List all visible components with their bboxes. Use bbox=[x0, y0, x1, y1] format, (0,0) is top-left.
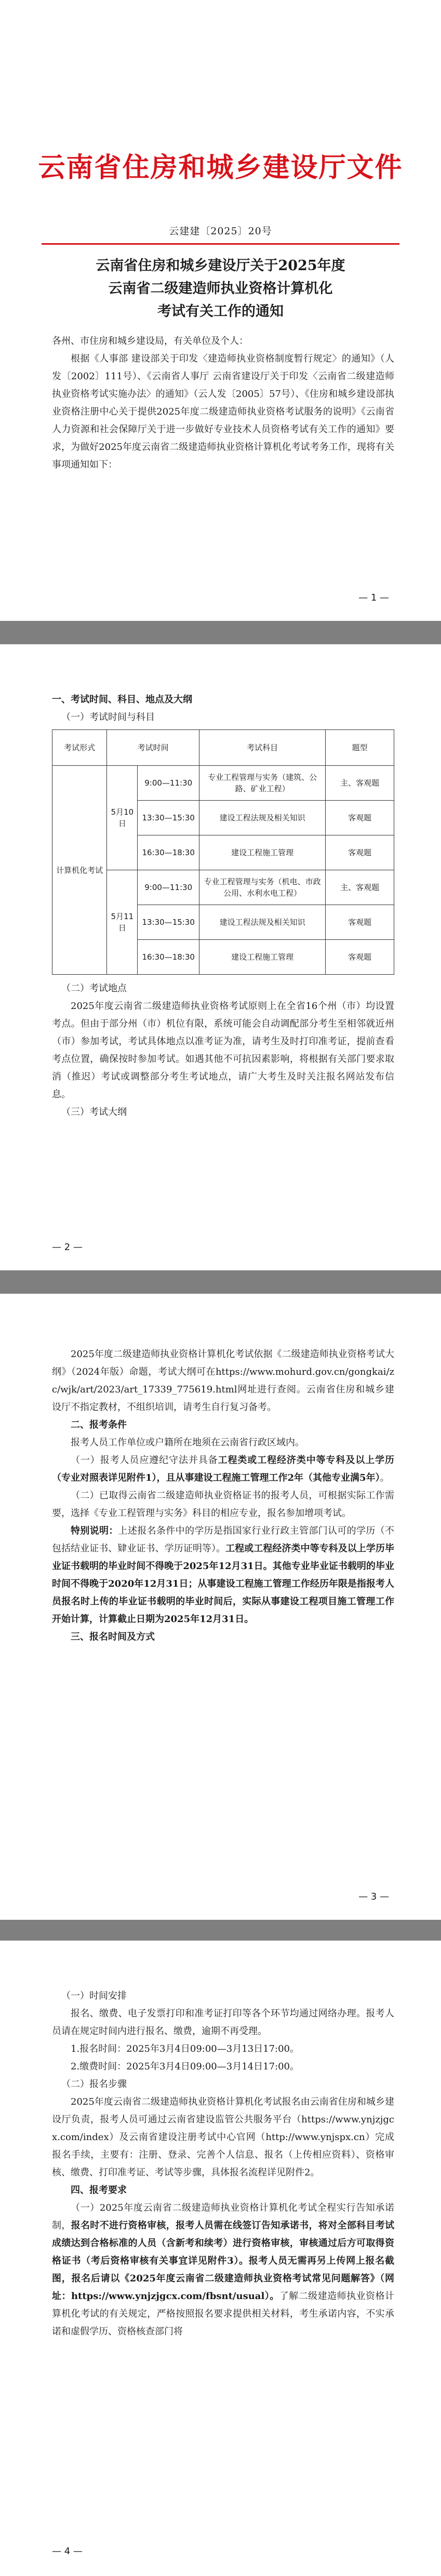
cell-time: 9:00—11:30 bbox=[138, 870, 199, 905]
header-question-type: 题型 bbox=[326, 730, 394, 766]
cell-type: 客观题 bbox=[326, 940, 394, 975]
special-note-label: 特别说明： bbox=[71, 1525, 118, 1536]
header-exam-form: 考试形式 bbox=[52, 730, 107, 766]
condition-1-end: 。 bbox=[380, 1472, 390, 1483]
cell-time: 13:30—15:30 bbox=[138, 905, 199, 940]
cell-time: 16:30—18:30 bbox=[138, 835, 199, 870]
document-number: 云建建〔2025〕20号 bbox=[169, 225, 272, 237]
cell-type: 主、客观题 bbox=[326, 870, 394, 905]
registration-time: 1.报名时间：2025年3月4日09:00—3月13日17:00。 bbox=[71, 2043, 299, 2054]
title-line-3: 考试有关工作的通知 bbox=[157, 303, 284, 320]
cell-time: 16:30—18:30 bbox=[138, 940, 199, 975]
requirements-text-2: 了解二级建造师执业资格计算机化考试的有关规定，严格按照报名要求提供相关材料，考生承诺内容，不实承诺和虚假学历、资格核查部门将 bbox=[52, 2291, 394, 2337]
cell-time: 13:30—15:30 bbox=[138, 801, 199, 835]
cell-type: 客观题 bbox=[326, 835, 394, 870]
cell-type: 客观题 bbox=[326, 905, 394, 940]
special-note-bold: 工程或工程经济类中等专科及以上学历毕业证书载明的毕业时间不得晚于2025年12月31日。其他专业毕业证书载明的毕业时间不得晚于2020年12月31日；从事建设工程施工管理工作经历年限是指报考人员报名时上传的毕业证书载明的毕业时间后，实际从事建设工程项目施工管理工作开始计算，计算截止日期为2025年12月31日。 bbox=[52, 1543, 395, 1625]
cell-time: 9:00—11:30 bbox=[138, 766, 199, 801]
cell-subject: 专业工程管理与实务（建筑、公路、矿业工程） bbox=[199, 766, 325, 801]
subheading-schedule: （一）时间安排 bbox=[61, 1990, 127, 2001]
syllabus-paragraph: 2025年度二级建造师执业资格计算机化考试依据《二级建造师执业资格考试大纲》（2024年版）命题，考试大纲可在https://www.mohurd.gov.cn/gongkai/zc/wjk/art/2023/art_17339_775619.html网址进行查阅。云南省住房和城乡建设厅不指定教材，不组织培训，请考生自行复习备考。 bbox=[52, 1349, 394, 1413]
table-row bbox=[52, 766, 394, 801]
subheading-steps: （二）报名步骤 bbox=[61, 2079, 127, 2090]
condition-1-bold: 工程类或工程经济类中等专科及以上学历（专业对照表详见附件1），且从事建设工程施工管理工作2年（其他专业满5年） bbox=[52, 1455, 394, 1483]
conditions-intro: 报考人员工作单位或户籍所在地须在云南省行政区域内。 bbox=[71, 1437, 304, 1448]
cell-subject: 专业工程管理与实务（机电、市政公用、水利水电工程） bbox=[199, 870, 325, 905]
subheading-syllabus: （三）考试大纲 bbox=[61, 1107, 127, 1118]
notice-title bbox=[42, 255, 399, 323]
title-line-2: 云南省二级建造师执业资格计算机化 bbox=[108, 281, 333, 297]
payment-time: 2.缴费时间：2025年3月4日09:00—3月14日17:00。 bbox=[71, 2061, 299, 2072]
condition-1 bbox=[52, 1452, 394, 1487]
cell-type: 主、客观题 bbox=[326, 766, 394, 801]
page2-body bbox=[52, 691, 394, 1121]
cell-exam-form: 计算机化考试 bbox=[52, 766, 107, 975]
special-note bbox=[52, 1522, 394, 1628]
schedule-intro: 报名、缴费、电子发票打印和准考证打印等各个环节均通过网络办理。报考人员请在规定时间内进行报名、缴费，逾期不再受理。 bbox=[52, 2008, 394, 2037]
page-number: — 1 — bbox=[358, 592, 389, 603]
cell-type: 客观题 bbox=[326, 801, 394, 835]
cell-subject: 建设工程法规及相关知识 bbox=[199, 905, 325, 940]
cell-subject: 建设工程法规及相关知识 bbox=[199, 801, 325, 835]
intro-paragraph: 根据《人事部 建设部关于印发〈建造师执业资格制度暂行规定〉的通知》（人发〔2002〕111号）、《云南省人事厅 云南省建设厅关于印发〈云南省二级建造师执业资格考试实施办法〉的通知》（云人发〔2005〕57号）、《住房和城乡建设部执业资格注册中心关于提供2025年度二级建造师执业资格考试服务的说明》《云南省人力资源和社会保障厅关于进一步做好专业技术人员资格考试有关工作的通知》要求，为做好2025年度云南省二级建造师执业资格计算机化考试考务工作，现将有关事项通知如下： bbox=[52, 353, 394, 470]
salutation: 各州、市住房和城乡建设局，有关单位及个人： bbox=[52, 336, 248, 347]
condition-1-text: （一）报考人员应遵纪守法并具备 bbox=[71, 1455, 218, 1466]
steps-paragraph: 2025年度云南省二级建造师执业资格计算机化考试报名由云南省住房和城乡建设厅负责，报考人员可通过云南省建设监管公共服务平台（https://www.ynjzjgcx.com/index）及云南省建设注册考试中心官网（http://www.ynjspx.cn）完成报名手续，主要有：注册、登录、完善个人信息、报名（上传相应资料）、资格审核、缴费、打印准考证、考试等步骤，具体报名流程详见附件2。 bbox=[52, 2096, 394, 2178]
red-letterhead: 云南省住房和城乡建设厅文件 bbox=[38, 152, 403, 183]
subheading-time-subjects: （一）考试时间与科目 bbox=[61, 712, 155, 723]
condition-2: （二）已取得云南省二级建造师执业资格证书的报考人员，可根据实际工作需要，选择《专业工程管理与实务》科目的相应专业，报名参加增项考试。 bbox=[52, 1490, 394, 1519]
page-number: — 4 — bbox=[52, 2546, 83, 2557]
title-line-1: 云南省住房和城乡建设厅关于2025年度 bbox=[96, 258, 345, 274]
requirements-paragraph bbox=[52, 2199, 394, 2341]
page4-body bbox=[52, 1987, 394, 2341]
cell-day-2: 5月11日 bbox=[107, 870, 138, 975]
section-heading-requirements: 四、报考要求 bbox=[71, 2185, 127, 2196]
location-paragraph: 2025年度云南省二级建造师执业资格考试原则上在全省16个州（市）均设置考点。但由于部分州（市）机位有限，系统可能会自动调配部分考生至相邻就近州（市）参加考试，考试具体地点以准考证为准，请考生及时打印准考证，提前查看考点位置，确保按时参加考试。如遇其他不可抗因素影响，将根据有关部门要求取消（推迟）考试或调整部分考生考试地点，请广大考生及时关注报名网站发布信息。 bbox=[52, 1001, 394, 1100]
cell-day-1: 5月10日 bbox=[107, 766, 138, 870]
subheading-location: （二）考试地点 bbox=[61, 983, 127, 994]
section-heading-exam: 一、考试时间、科目、地点及大纲 bbox=[52, 694, 192, 705]
cell-subject: 建设工程施工管理 bbox=[199, 835, 325, 870]
page1-body bbox=[52, 333, 394, 474]
document-page-2 bbox=[0, 644, 441, 1270]
section-heading-registration: 三、报名时间及方式 bbox=[71, 1631, 155, 1642]
special-note-text: 上述报名条件中的学历是指国家行业行政主管部门认可的学历（不包括结业证书、肄业证书、学历证明等）。 bbox=[52, 1525, 395, 1554]
red-divider-line bbox=[42, 243, 399, 245]
section-heading-conditions: 二、报考条件 bbox=[71, 1419, 127, 1430]
cell-subject: 建设工程施工管理 bbox=[199, 940, 325, 975]
requirements-text: （一）2025年度云南省二级建造师执业资格计算机化考试全程实行告知承诺制， bbox=[52, 2202, 394, 2231]
page-number: — 2 — bbox=[52, 1242, 83, 1253]
page-number: — 3 — bbox=[358, 1891, 389, 1902]
exam-schedule-table bbox=[52, 729, 394, 975]
document-page-4 bbox=[0, 1941, 441, 2576]
requirements-bold: 报名时不进行资格审核，报考人员需在线签订告知承诺书，将对全部科目考试成绩达到合格标准的人员（含新考和续考）进行资格审核，审核通过后方可取得资格证书（考后资格审核有关事宜详见附件3）。报考人员无需再另上传网上报名截图，报名后请以《2025年度云南省二级建造师执业资格考试常见问题解答》（网址：https://www.ynjzjgcx.com/fbsnt/usual）。 bbox=[52, 2220, 395, 2302]
page3-body bbox=[52, 1346, 394, 1646]
document-page-3 bbox=[0, 1294, 441, 1920]
header-exam-subject: 考试科目 bbox=[199, 730, 325, 766]
table-header-row bbox=[52, 730, 394, 766]
header-exam-time: 考试时间 bbox=[107, 730, 199, 766]
document-page-1 bbox=[0, 0, 441, 621]
